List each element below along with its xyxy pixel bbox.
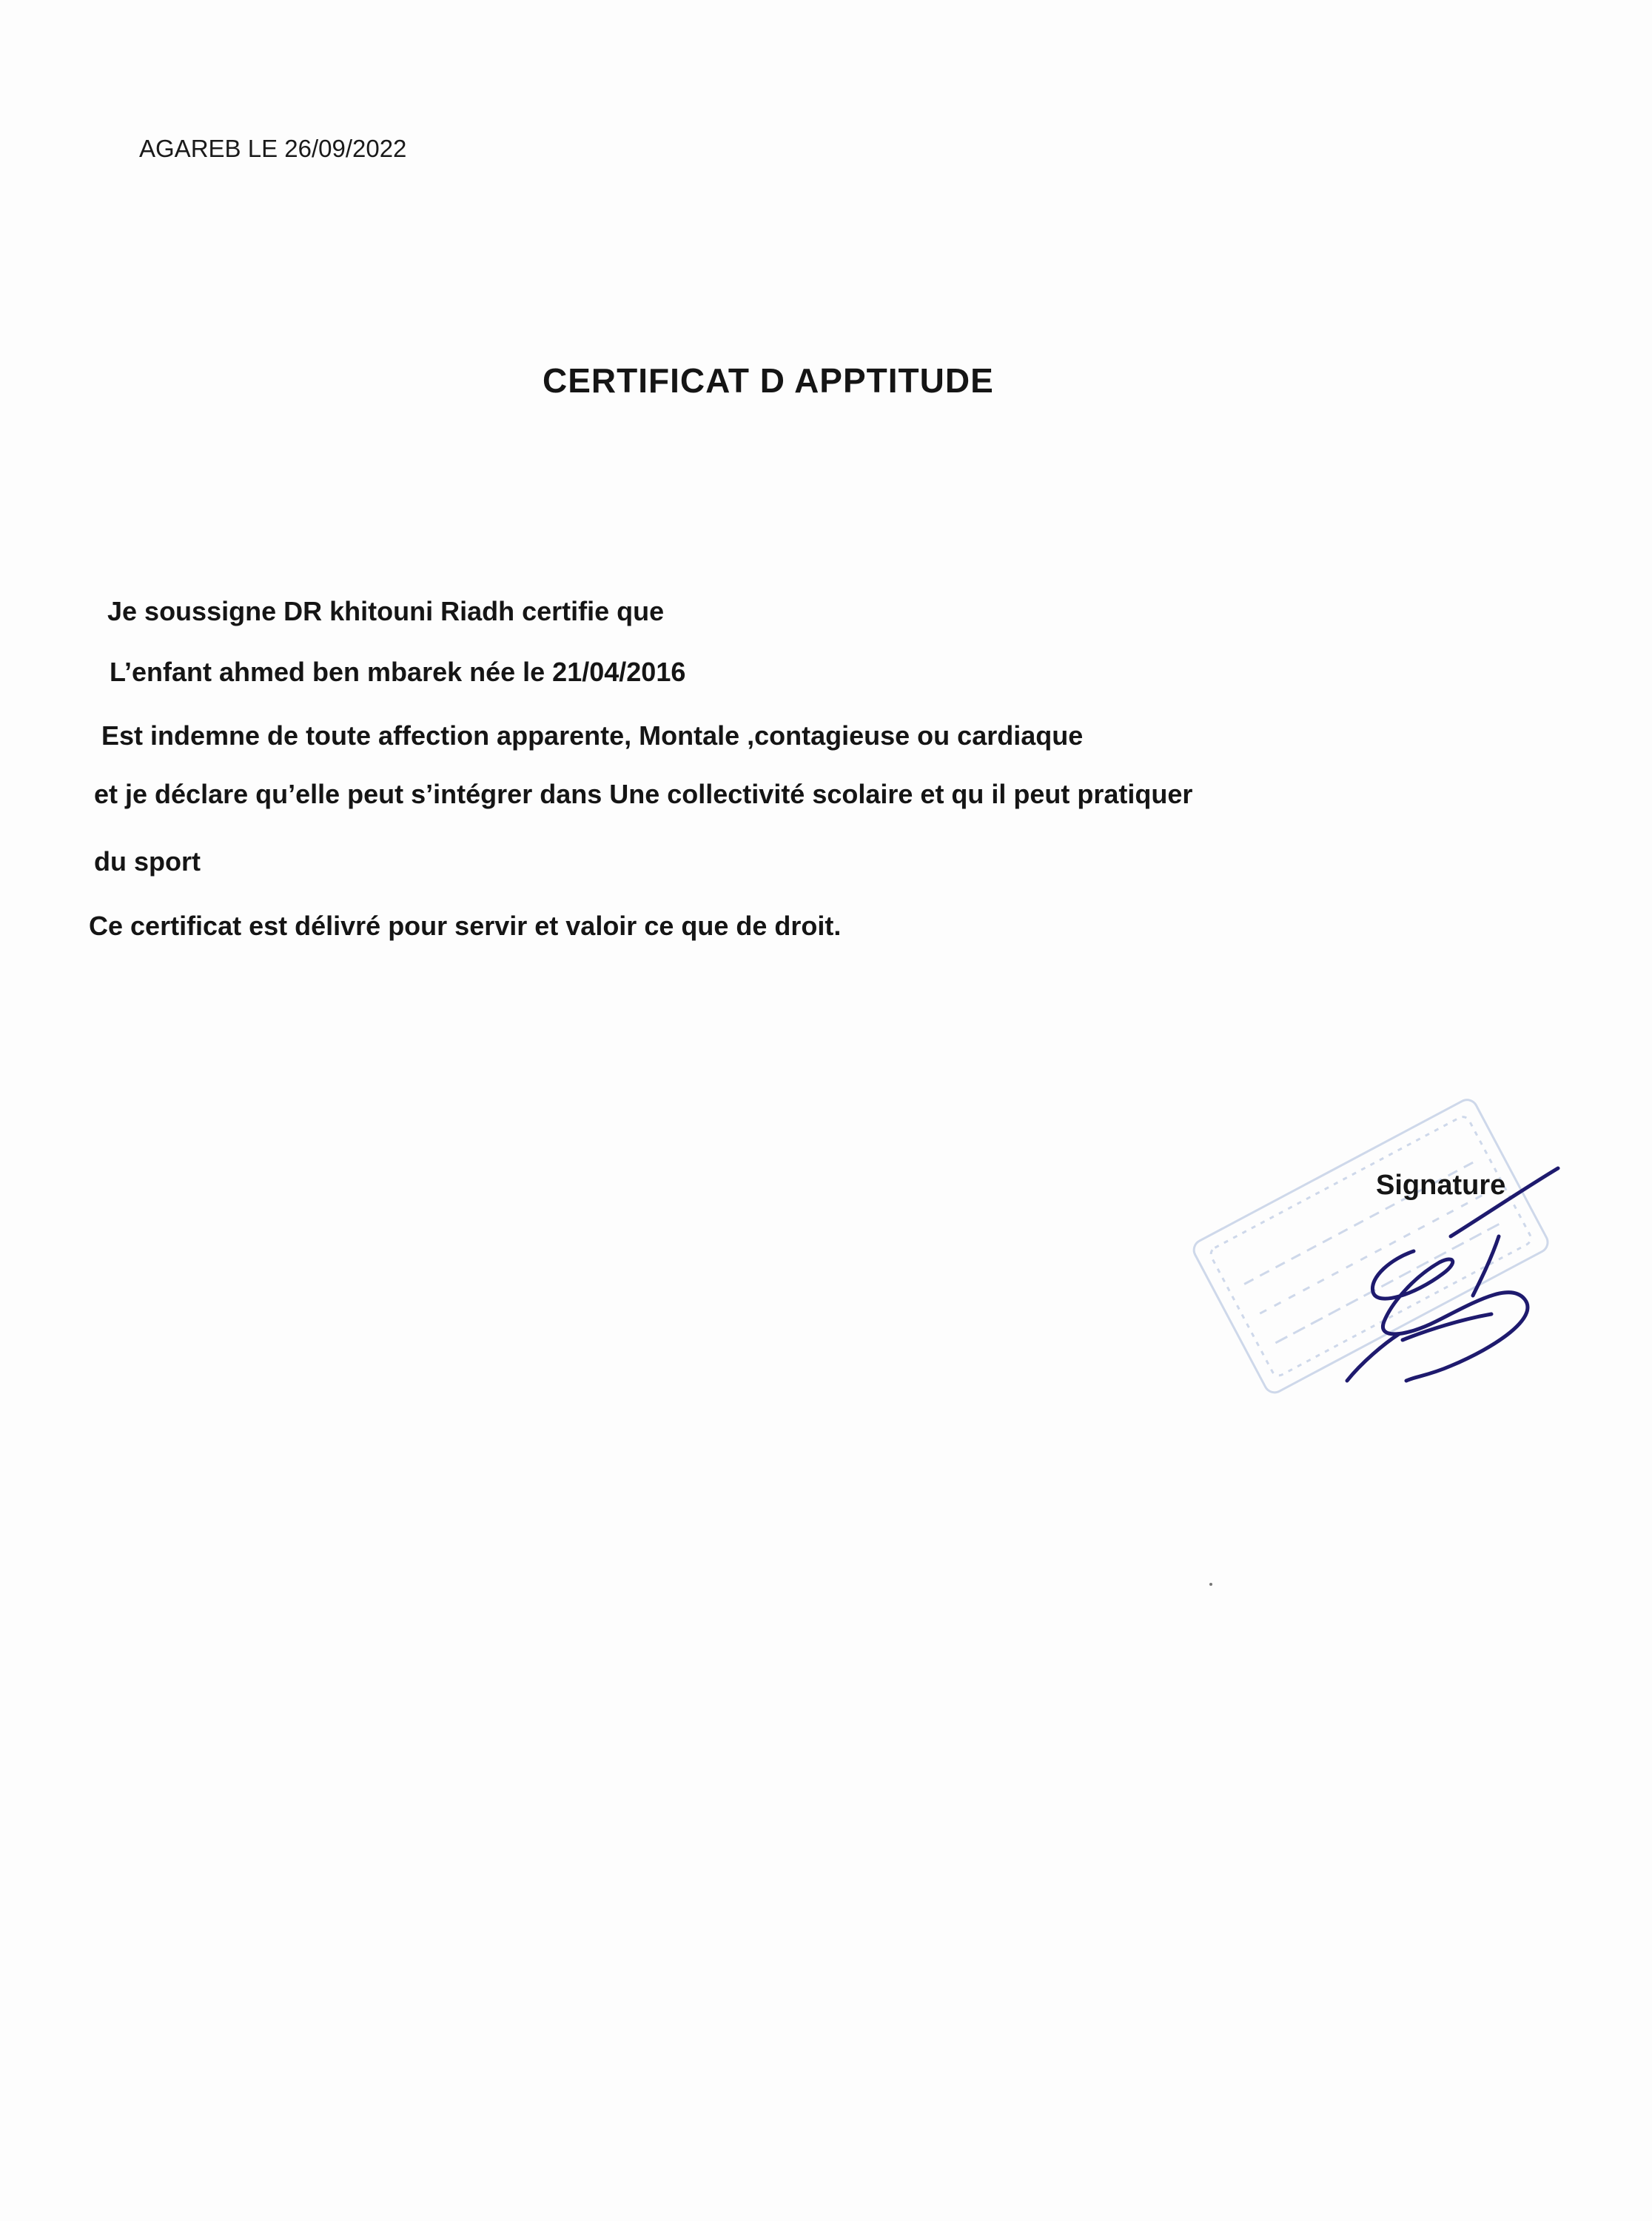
- body-line-3: Est indemne de toute affection apparente, Montale ,contagieuse ou cardiaque: [101, 720, 1084, 751]
- body-line-4: et je déclare qu’elle peut s’intégrer dans Une collectivité scolaire et qu il peut pratiquer: [94, 779, 1193, 809]
- body-line-2: L’enfant ahmed ben mbarek née le 21/04/2016: [110, 657, 686, 687]
- body-line-6: Ce certificat est délivré pour servir et valoir ce que de droit.: [89, 911, 842, 941]
- place-date: AGAREB LE 26/09/2022: [139, 135, 407, 162]
- body-line-1: Je soussigne DR khitouni Riadh certifie que: [107, 596, 665, 626]
- handwritten-signature: [1303, 1155, 1584, 1392]
- document-title: CERTIFICAT D APPTITUDE: [543, 361, 994, 400]
- body-line-5: du sport: [94, 846, 201, 877]
- speck: [1209, 1583, 1212, 1586]
- signature-label: Signature: [1376, 1170, 1506, 1201]
